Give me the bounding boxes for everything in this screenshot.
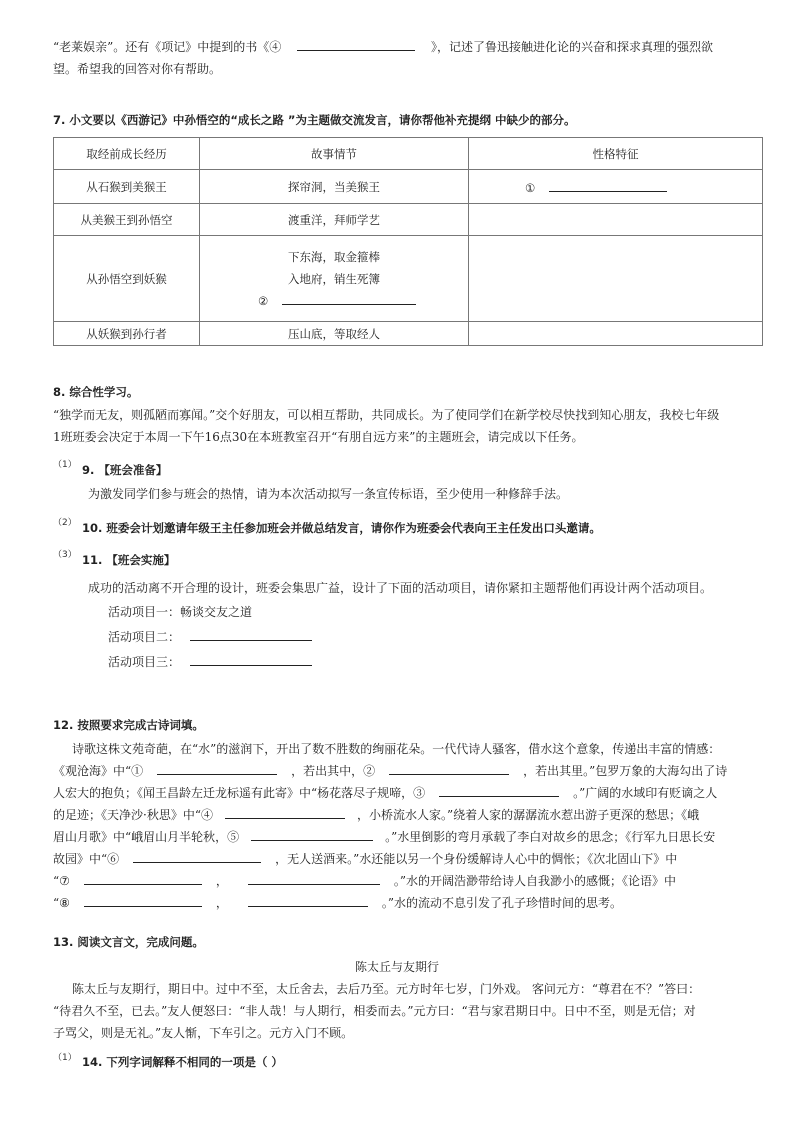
q13-title: 13. 阅读文言文，完成问题。 bbox=[53, 935, 204, 949]
q12-title: 12. 按照要求完成古诗词填。 bbox=[53, 718, 204, 732]
activity-item-3: 活动项目三： bbox=[108, 651, 312, 673]
poem-blank-2[interactable] bbox=[389, 761, 509, 775]
plot-cell: 渡重洋，拜师学艺 bbox=[200, 204, 469, 236]
q12-line-5: 眉山月歌》中“峨眉山月半轮秋，⑤ 。”水里倒影的弯月承载了李白对故乡的思念；《行军九日思长安 bbox=[53, 826, 715, 848]
answer-blank-1[interactable] bbox=[549, 179, 667, 192]
q12-line-3: 人宏大的抱负；《闻王昌龄左迁龙标遥有此寄》中“杨花落尽子规啼，③ 。”广阔的水域印有贬谪之人 bbox=[53, 782, 717, 804]
table-row bbox=[54, 322, 763, 346]
poem-blank-5[interactable] bbox=[251, 827, 373, 841]
poem-blank-7a[interactable] bbox=[84, 871, 202, 885]
passage-line-3: 子骂父，则是无礼。”友人惭，下车引之。元方入门不顾。 bbox=[53, 1026, 354, 1040]
stage-cell: 从美猴王到孙悟空 bbox=[54, 204, 200, 236]
sub-question-number: （1） bbox=[53, 460, 77, 470]
passage-line-2: “待君久不至，已去。”友人便怒曰：“非人哉！与人期行，相委而去。”元方曰：“君与家君期日中。日中不至，则是无信；对 bbox=[53, 1004, 696, 1018]
poem-blank-7b[interactable] bbox=[248, 871, 380, 885]
header-plot: 故事情节 bbox=[200, 138, 469, 170]
stage-cell: 从妖猴到孙行者 bbox=[54, 322, 200, 346]
sub-question-number: （2） bbox=[53, 518, 77, 528]
plot-cell: 压山底，等取经人 bbox=[200, 322, 469, 346]
q9-text: 为激发同学们参与班会的热情，请为本次活动拟写一条宣传标语，至少使用一种修辞手法。 bbox=[88, 487, 569, 501]
trait-cell: ① bbox=[469, 170, 763, 204]
q8-para-1: “独学而无友，则孤陋而寡闻。”交个好朋友，可以相互帮助，共同成长。为了使同学们在新学校尽快找到知心朋友，我校七年级 bbox=[53, 408, 720, 422]
trait-cell bbox=[469, 236, 763, 322]
passage-heading: 陈太丘与友期行 bbox=[354, 960, 439, 974]
stage-cell: 从孙悟空到妖猴 bbox=[54, 236, 200, 322]
passage-line-1: 陈太丘与友期行，期日中。过中不至，太丘舍去，去后乃至。元方时年七岁，门外戏。 客问元方：“尊君在不？”答曰： bbox=[72, 982, 701, 996]
trait-cell bbox=[469, 204, 763, 236]
sub-question-number: （3） bbox=[53, 550, 77, 560]
activity-blank-3[interactable] bbox=[190, 652, 312, 666]
answer-blank-2[interactable] bbox=[282, 292, 416, 305]
answer-blank-4[interactable] bbox=[297, 37, 415, 51]
poem-blank-8b[interactable] bbox=[248, 893, 368, 907]
q12-line-7: “⑦ ， 。”水的开阔浩渺带给诗人自我渺小的感慨；《论语》中 bbox=[53, 870, 676, 892]
plot-cell: 下东海，取金箍棒 入地府，销生死簿 ② bbox=[200, 236, 469, 322]
q9-title: 9. 【班会准备】 bbox=[82, 463, 168, 477]
table-header-row bbox=[54, 138, 763, 170]
q11-text: 成功的活动离不开合理的设计，班委会集思广益，设计了下面的活动项目，请你紧扣主题帮他们再设计两个活动项目。 bbox=[88, 581, 713, 595]
table-row bbox=[54, 236, 763, 322]
header-trait: 性格特征 bbox=[469, 138, 763, 170]
poem-blank-1[interactable] bbox=[157, 761, 277, 775]
table-row bbox=[54, 204, 763, 236]
q7-title: 7. 小文要以《西游记》中孙悟空的“成长之路 ”为主题做交流发言，请你帮他补充提纲 中缺少的部分。 bbox=[53, 113, 576, 127]
intro-line-2: 望。希望我的回答对你有帮助。 bbox=[53, 62, 222, 76]
q12-line-6: 故园》中“⑥ ，无人送酒来。”水还能以另一个身份缓解诗人心中的惆怅；《次北固山下》中 bbox=[53, 848, 677, 870]
plot-cell: 探帘洞，当美猴王 bbox=[200, 170, 469, 204]
q12-line-8: “⑧ ， 。”水的流动不息引发了孔子珍惜时间的思考。 bbox=[53, 892, 622, 914]
poem-blank-6[interactable] bbox=[133, 849, 261, 863]
q8-title: 8. 综合性学习。 bbox=[53, 385, 139, 399]
sub-question-number: （1） bbox=[53, 1053, 77, 1063]
q10-title: 10. 班委会计划邀请年级王主任参加班会并做总结发言，请你作为班委会代表向王主任发出口头邀请。 bbox=[82, 521, 601, 535]
q12-line-1: 诗歌这株文苑奇葩，在“水”的滋润下，开出了数不胜数的绚丽花朵。一代代诗人骚客，借水这个意象，传递出丰富的情感： bbox=[72, 742, 721, 756]
header-stage: 取经前成长经历 bbox=[54, 138, 200, 170]
q12-line-4: 的足迹；《天净沙·秋思》中“④ ，小桥流水人家。”绕着人家的潺潺流水惹出游子更深的愁思；《峨 bbox=[53, 804, 699, 826]
poem-blank-3[interactable] bbox=[439, 783, 559, 797]
poem-blank-8a[interactable] bbox=[84, 893, 202, 907]
q11-title: 11. 【班会实施】 bbox=[82, 553, 176, 567]
activity-item-2: 活动项目二： bbox=[108, 626, 312, 648]
activity-blank-2[interactable] bbox=[190, 627, 312, 641]
q14-title: 14. 下列字词解释不相同的一项是（ ） bbox=[82, 1055, 283, 1069]
intro-line-1: “老莱娱亲”。还有《项记》中提到的书《④ 》，记述了鲁迅接触进化论的兴奋和探求真理的强烈欲 bbox=[53, 36, 713, 58]
table-row bbox=[54, 170, 763, 204]
poem-blank-4[interactable] bbox=[225, 805, 345, 819]
stage-cell: 从石猴到美猴王 bbox=[54, 170, 200, 204]
q12-line-2: 《观沧海》中“① ，若出其中，② ，若出其里。”包罗万象的大海勾出了诗 bbox=[53, 760, 727, 782]
outline-table bbox=[53, 137, 763, 346]
q8-para-2: 1班班委会决定于本周一下午16点30在本班教室召开“有朋自远方来”的主题班会，请完成以下任务。 bbox=[53, 430, 584, 444]
trait-cell bbox=[469, 322, 763, 346]
activity-item-1: 活动项目一：畅谈交友之道 bbox=[108, 605, 253, 619]
